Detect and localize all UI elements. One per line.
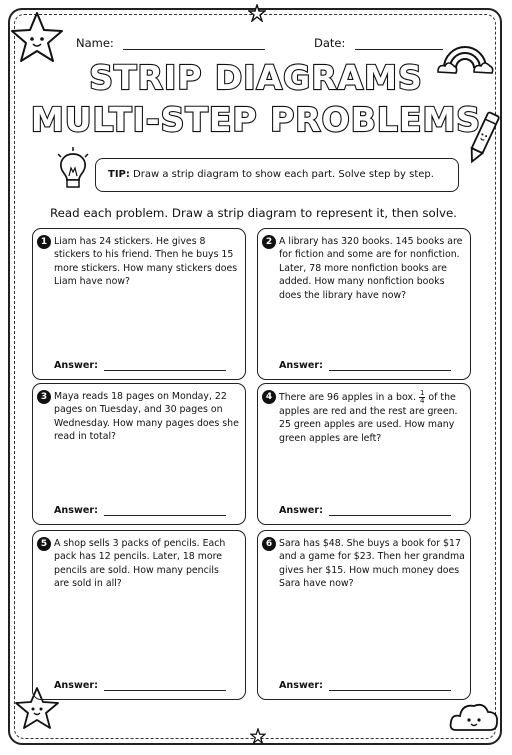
answer-field[interactable] xyxy=(54,505,226,516)
problem-text xyxy=(279,390,467,445)
answer-field[interactable] xyxy=(54,680,226,691)
page-title-line1: STRIP DIAGRAMS xyxy=(89,58,423,97)
problem-card-2 xyxy=(257,228,471,380)
problem-number: 6 xyxy=(262,537,276,551)
answer-line[interactable] xyxy=(104,505,226,516)
name-line[interactable] xyxy=(123,49,265,50)
fraction-numerator: 1 xyxy=(419,389,425,397)
answer-label: Answer: xyxy=(54,680,98,691)
answer-line[interactable] xyxy=(104,680,226,691)
answer-line[interactable] xyxy=(104,360,226,371)
answer-field[interactable] xyxy=(54,360,226,371)
cloud-face-icon xyxy=(448,696,500,736)
problem-text: Maya reads 18 pages on Monday, 22 pages on Tuesday, and 30 pages on Wednesday. How many pages does she read in total? xyxy=(54,391,239,443)
answer-line[interactable] xyxy=(329,505,451,516)
tip-text: Draw a strip diagram to show each part. Solve step by step. xyxy=(129,169,434,180)
name-field xyxy=(76,36,265,50)
problem-number: 1 xyxy=(37,235,51,249)
problem-card-1 xyxy=(32,228,246,380)
problem-card-3 xyxy=(32,383,246,525)
answer-field[interactable] xyxy=(279,505,451,516)
date-line[interactable] xyxy=(355,49,443,50)
problem-card-4 xyxy=(257,383,471,525)
problem-text: A library has 320 books. 145 books are for fiction and some are for nonfiction. Later, 78 more nonfiction books are added. How many nonfiction books does the library have now? xyxy=(279,236,463,301)
answer-field[interactable] xyxy=(279,360,451,371)
tip-box xyxy=(95,158,459,192)
problem-text: A shop sells 3 packs of pencils. Each pack has 12 pencils. Later, 18 more pencils are sold. How many pencils are sold in all? xyxy=(54,538,226,590)
problem-number: 4 xyxy=(262,390,276,404)
problem-text: Sara has $48. She buys a book for $17 and a game for $23. Then her grandma gives her $15. How much money does Sara have now? xyxy=(279,538,465,590)
problem-text-a: There are 96 apples in a box. xyxy=(279,392,416,403)
problem-text: Liam has 24 stickers. He gives 8 stickers to his friend. Then he buys 15 more stickers. How many stickers does Liam have now? xyxy=(54,236,238,288)
answer-label: Answer: xyxy=(54,505,98,516)
problem-card-5 xyxy=(32,530,246,700)
answer-label: Answer: xyxy=(279,360,323,371)
problem-card-6 xyxy=(257,530,471,700)
problem-number: 5 xyxy=(37,537,51,551)
answer-label: Answer: xyxy=(54,360,98,371)
date-label: Date: xyxy=(314,36,346,50)
small-star-icon xyxy=(248,4,266,22)
answer-line[interactable] xyxy=(329,680,451,691)
fraction xyxy=(419,390,425,405)
small-star-icon-bottom xyxy=(250,728,266,744)
name-label: Name: xyxy=(76,36,114,50)
answer-label: Answer: xyxy=(279,505,323,516)
answer-label: Answer: xyxy=(279,680,323,691)
fraction-denominator: 4 xyxy=(419,397,425,405)
problem-number: 3 xyxy=(37,390,51,404)
problem-number: 2 xyxy=(262,235,276,249)
instructions: Read each problem. Draw a strip diagram to represent it, then solve. xyxy=(50,206,458,220)
problem-text-b: of the apples are red and the rest are green. 25 green apples are used. How many green apples are left? xyxy=(279,392,458,444)
answer-line[interactable] xyxy=(329,360,451,371)
lightbulb-icon xyxy=(54,146,92,194)
tip-label: TIP: xyxy=(108,169,130,180)
answer-field[interactable] xyxy=(279,680,451,691)
date-field xyxy=(314,36,443,50)
page-title-line2: MULTI-STEP PROBLEMS xyxy=(30,100,482,139)
